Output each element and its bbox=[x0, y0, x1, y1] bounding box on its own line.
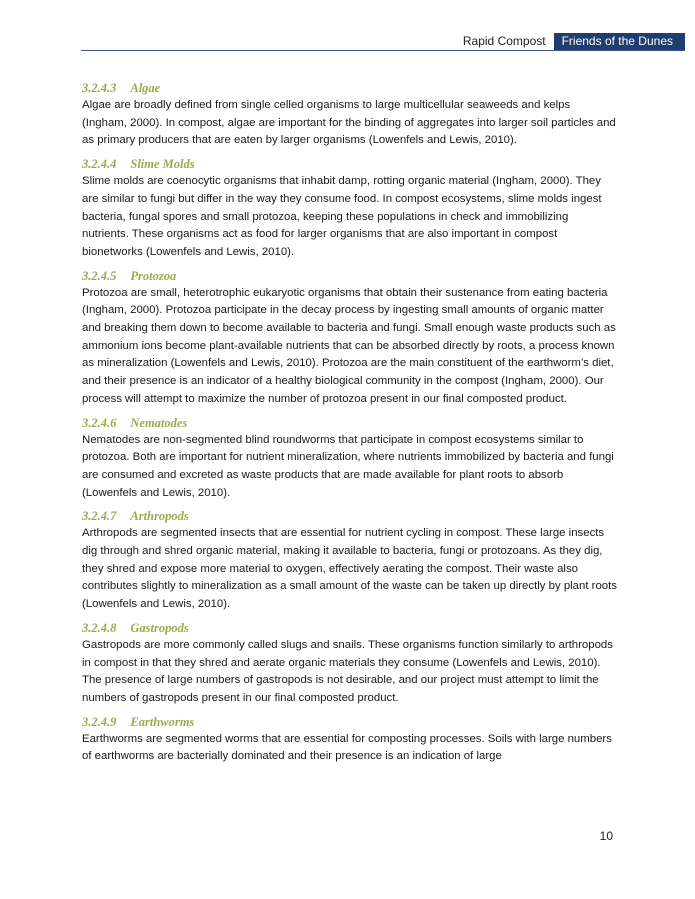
section-paragraph: Gastropods are more commonly called slugs and snails. These organisms function similarly to arthropods in compost in that they shred and aerate organic materials they consume (Lowenfels and Lewis, 2010). The presence of large numbers of gastropods is not desirable, and our project must attempt to limit the numbers of gastropods present in our final composted product. bbox=[82, 638, 613, 704]
section-heading bbox=[82, 620, 617, 636]
header-document-title: Rapid Compost bbox=[462, 34, 546, 48]
page-header bbox=[463, 33, 685, 50]
section-paragraph: Nematodes are non-segmented blind roundworms that participate in compost ecosystems similar to protozoa. Both are important for nutrient mineralization, where nutrients immobilized by bacteria and fungi are consumed and excreted as waste products that are made available for plant roots to absorb (Lowenfels and Lewis, 2010). bbox=[82, 433, 614, 499]
section-heading bbox=[82, 714, 617, 730]
section-number: 3.2.4.6 bbox=[82, 415, 117, 430]
section-title: Protozoa bbox=[130, 268, 177, 283]
header-organization: Friends of the Dunes bbox=[554, 33, 685, 50]
section-title: Arthropods bbox=[130, 509, 189, 524]
section-paragraph: Protozoa are small, heterotrophic eukaryotic organisms that obtain their sustenance from eating bacteria (Ingham, 2000). Protozoa participate in the decay process by ingesting small amounts of organic matter and breaking them down to become available to bacteria and fungi. Small enough waste products such as ammonium ions become plant-available nutrients that can be absorbed directly by roots, a process known as mineralization (Lowenfels and Lewis, 2010). Protozoa are the main constituent of the earthworm’s diet, and their presence is an indicator of a healthy biological community in the compost (Ingham, 2000). Our process will attempt to maximize the number of protozoa present in our final composted product. bbox=[82, 286, 616, 405]
section-heading bbox=[82, 156, 617, 172]
section-title: Earthworms bbox=[130, 714, 195, 729]
section-heading bbox=[82, 508, 617, 524]
section-paragraph: Arthropods are segmented insects that are essential for nutrient cycling in compost. These large insects dig through and shred organic material, making it available to bacteria, fungi or protozoans. As they dig, they shred and expose more material to oxygen, effectively aerating the compost. Their waste also contributes slightly to mineralization as a small amount of the waste can be taken up directly by plant roots (Lowenfels and Lewis, 2010). bbox=[82, 527, 618, 611]
section-paragraph: Algae are broadly defined from single celled organisms to large multicellular seaweeds and kelps (Ingham, 2000). In compost, algae are important for the binding of aggregates into larger soil particles and as primary producers that are eaten by larger organisms (Lowenfels and Lewis, 2010). bbox=[82, 99, 616, 147]
section-title: Algae bbox=[130, 81, 161, 95]
section-heading bbox=[82, 268, 617, 284]
section-heading bbox=[82, 415, 617, 431]
page-content bbox=[82, 80, 617, 772]
section-title: Nematodes bbox=[130, 415, 188, 430]
section-nematodes bbox=[82, 415, 617, 503]
header-divider bbox=[81, 50, 685, 51]
section-heading bbox=[82, 80, 617, 96]
section-number: 3.2.4.3 bbox=[82, 81, 117, 95]
section-gastropods bbox=[82, 620, 617, 708]
section-protozoa bbox=[82, 268, 617, 409]
section-title: Gastropods bbox=[130, 620, 189, 635]
section-number: 3.2.4.9 bbox=[82, 714, 117, 729]
section-number: 3.2.4.7 bbox=[82, 509, 117, 524]
section-arthropods bbox=[82, 508, 617, 614]
section-number: 3.2.4.4 bbox=[82, 157, 117, 172]
section-paragraph: Slime molds are coenocytic organisms that inhabit damp, rotting organic material (Ingham, 2000). They are similar to fungi but differ in the way they consume food. In compost ecosystems, slime molds ingest bacteria, fungal spores and small protozoa, keeping these populations in check and immobilizing nutrients. These organisms act as food for larger organisms that are also important in compost bionetworks (Lowenfels and Lewis, 2010). bbox=[82, 175, 602, 258]
section-title: Slime Molds bbox=[130, 157, 195, 172]
section-earthworms bbox=[82, 714, 617, 766]
section-slime-molds bbox=[82, 156, 617, 262]
section-paragraph: Earthworms are segmented worms that are essential for composting processes. Soils with large numbers of earthworms are bacterially dominated and their presence is an indication of large bbox=[82, 732, 612, 763]
section-number: 3.2.4.8 bbox=[82, 620, 117, 635]
section-number: 3.2.4.5 bbox=[82, 268, 117, 283]
page-number: 10 bbox=[599, 829, 613, 843]
section-algae bbox=[82, 80, 617, 150]
